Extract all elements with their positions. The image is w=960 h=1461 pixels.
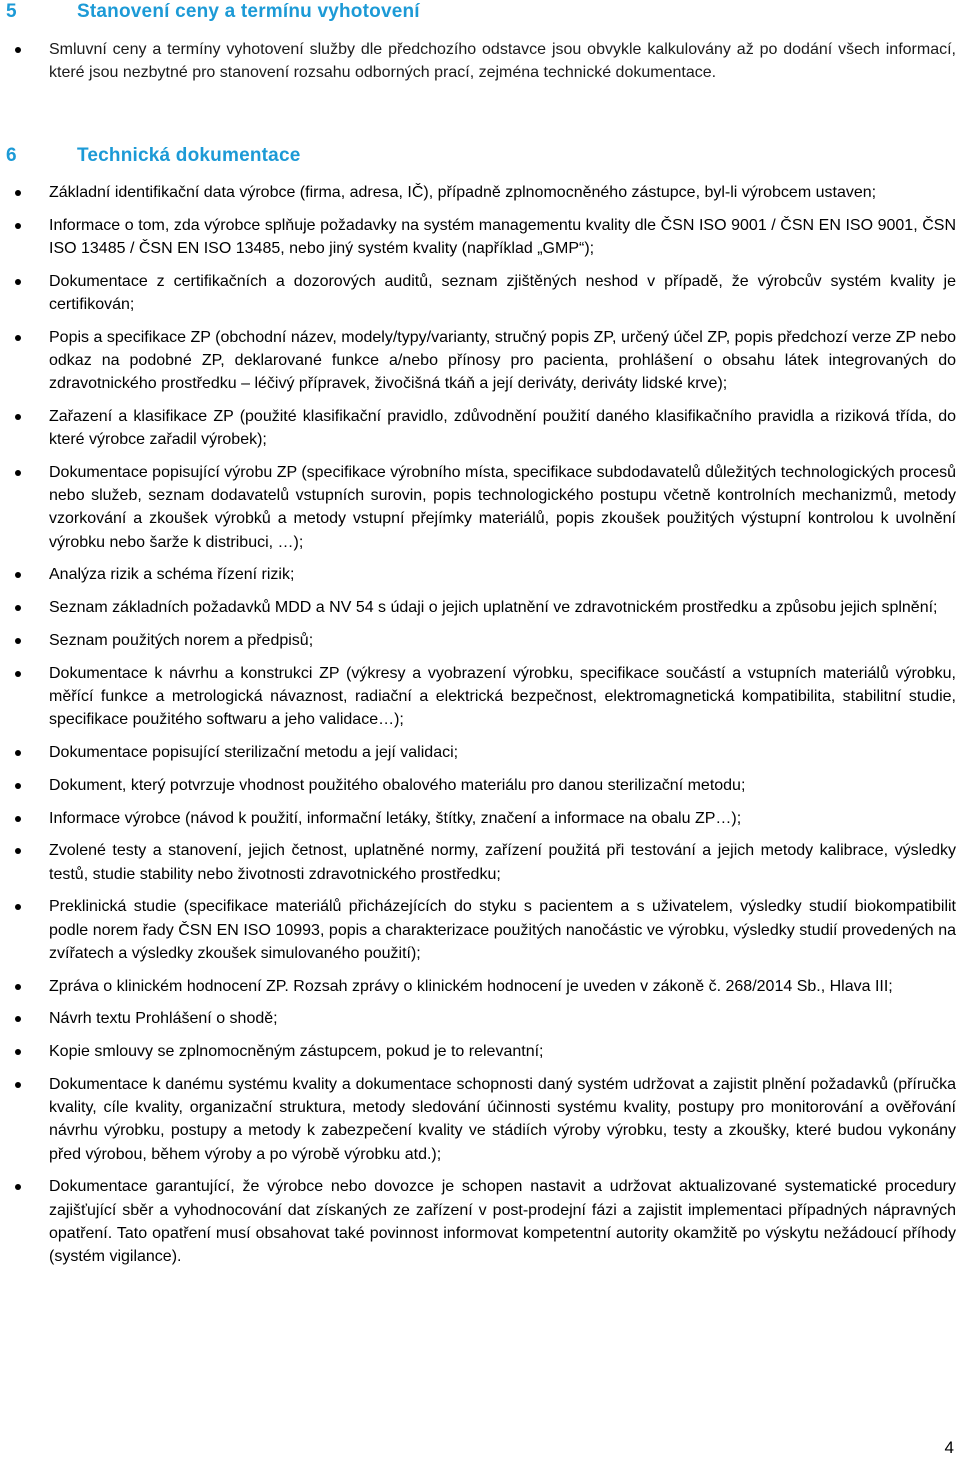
section-5-number: 5 xyxy=(6,1,17,22)
list-item-text: Informace o tom, zda výrobce splňuje požadavky na systém managementu kvality dle ČSN ISO 9001 / ČSN EN ISO 9001, ČSN ISO 13485 / ČSN EN ISO 13485, nebo jiný systém kvality (například „GMP“); xyxy=(49,216,956,257)
list-item-text: Dokument, který potvrzuje vhodnost použitého obalového materiálu pro danou sterilizační metodu; xyxy=(49,776,746,794)
list-item-text: Preklinická studie (specifikace materiálů přicházejících do styku s pacientem a s uživatelem, výsledky studií biokompatibilit podle norem řady ČSN EN ISO 10993, popis a charakterizace použitých nanočástic ve výrobku, výsledky studií provedených na zvířatech a výsledky zkoušek simulovaného použití); xyxy=(49,898,956,962)
list-item xyxy=(0,807,960,830)
list-item xyxy=(0,1040,960,1063)
bullet-icon xyxy=(15,1184,21,1190)
list-item xyxy=(0,596,960,619)
list-item-text: Dokumentace k danému systému kvality a dokumentace schopnosti daný systém udržovat a zajistit plnění požadavků (příručka kvality, cíle kvality, organizační struktura, metody sledování účinnosti systému kvality, postupy pro monitorování a ověřování návrhu výrobku, postupy a metody k zabezpečení kvality ve stádiích výroby výrobku, testy a zkoušky, které budou vykonány před výrobou, během výroby a po výrobě výrobku atd.); xyxy=(49,1075,956,1163)
bullet-icon xyxy=(15,1049,21,1055)
bullet-icon xyxy=(15,414,21,420)
section-6-title: Technická dokumentace xyxy=(77,145,301,166)
list-item xyxy=(0,975,960,998)
bullet-icon xyxy=(15,904,21,910)
list-item-text: Zvolené testy a stanovení, jejich četnost, uplatněné normy, zařízení použitá při testování a jejich metody kalibrace, výsledky testů, studie stability nebo životnosti zdravotnického prostředku; xyxy=(49,842,956,883)
list-item-text: Dokumentace k návrhu a konstrukci ZP (výkresy a vyobrazení výrobku, specifikace součástí a vstupních materiálů výrobku, měřící funkce a metrologická návaznost, radiační a elektrická bezpečnost, elektromagnetická kompatibilita, stabilitní studie, specifikace použitého softwaru a jeho validace…); xyxy=(49,664,956,729)
list-item-text: Dokumentace garantující, že výrobce nebo dovozce je schopen nastavit a udržovat aktualizované systematické procedury zajišťující sběr a vyhodnocování dat získaných ze zařízení v post-prodejní fázi a zajistit implementaci případných nápravných opatření. Tato opatření musí obsahovat také povinnost informovat kompetentní autority okamžitě po výskytu nežádoucí příhody (systém vigilance). xyxy=(49,1178,956,1265)
list-item xyxy=(0,629,960,652)
bullet-icon xyxy=(15,638,21,644)
list-item xyxy=(0,214,960,260)
bullet-icon xyxy=(15,605,21,611)
bullet-icon xyxy=(15,190,21,196)
list-item-text: Informace výrobce (návod k použití, informační letáky, štítky, značení a informace na obalu ZP…); xyxy=(49,809,742,827)
bullet-icon xyxy=(15,984,21,990)
list-item xyxy=(0,181,960,204)
bullet-icon xyxy=(15,470,21,476)
list-item xyxy=(0,563,960,586)
bullet-icon xyxy=(15,816,21,822)
list-item-text: Seznam použitých norem a předpisů; xyxy=(49,632,314,649)
list-item xyxy=(0,1073,960,1166)
list-item xyxy=(0,662,960,732)
list-item-text: Dokumentace popisující sterilizační metodu a její validaci; xyxy=(49,744,459,761)
bullet-icon xyxy=(15,279,21,285)
bullet-icon xyxy=(15,671,21,677)
list-item-text: Zařazení a klasifikace ZP (použité klasifikační pravidlo, zdůvodnění použití daného klasifikačního pravidla a riziková třída, do které výrobce zařadil výrobek); xyxy=(49,408,956,449)
list-item-text: Seznam základních požadavků MDD a NV 54 s údaji o jejich uplatnění ve zdravotnickém prostředku a způsobu jejich splnění; xyxy=(49,599,938,617)
list-item xyxy=(0,270,960,316)
list-item xyxy=(0,405,960,451)
bullet-icon xyxy=(15,1016,21,1022)
section-6-number: 6 xyxy=(6,145,17,166)
list-item-text: Základní identifikační data výrobce (firma, adresa, IČ), případně zplnomocněného zástupce, byl-li výrobcem ustaven; xyxy=(49,184,877,201)
list-item-text: Dokumentace popisující výrobu ZP (specifikace výrobního místa, specifikace subdodavatelů důležitých technologických procesů nebo služeb, seznam dodavatelů vstupních surovin, popis technologického postupu včetně kontrolních mechanizmů, metody vzorkování a zkoušek výrobků a metody vstupní přejímky materiálů, popis zkoušek použitých výstupní kontrolou k uvolnění výrobku nebo šarže k distribuci, …); xyxy=(49,464,956,551)
list-item xyxy=(0,461,960,554)
list-item xyxy=(0,1007,960,1030)
bullet-icon xyxy=(15,223,21,229)
list-item-text: Smluvní ceny a termíny vyhotovení služby dle předchozího odstavce jsou obvykle kalkulovány až po dodání všech informací, které jsou nezbytné pro stanovení rozsahu odborných prací, zejména technické dokumentace. xyxy=(49,41,956,82)
list-item xyxy=(0,839,960,885)
section-5-list xyxy=(0,38,960,84)
list-item xyxy=(0,1175,960,1268)
bullet-icon xyxy=(15,572,21,578)
list-item xyxy=(0,326,960,396)
list-item xyxy=(0,741,960,764)
section-5-heading xyxy=(6,1,420,23)
list-item-text: Zpráva o klinickém hodnocení ZP. Rozsah zprávy o klinickém hodnocení je uveden v zákoně č. 268/2014 Sb., Hlava III; xyxy=(49,977,893,995)
page-number: 4 xyxy=(944,1438,954,1457)
list-item xyxy=(0,895,960,965)
bullet-icon xyxy=(15,750,21,756)
bullet-icon xyxy=(15,335,21,341)
bullet-icon xyxy=(15,783,21,789)
bullet-icon xyxy=(15,848,21,854)
section-6-heading xyxy=(6,145,300,167)
section-6-list xyxy=(0,181,960,1278)
list-item-text: Popis a specifikace ZP (obchodní název, modely/typy/varianty, stručný popis ZP, určený účel ZP, popis předchozí verze ZP nebo odkaz na podobné ZP, deklarované funkce a/nebo přínosy pro pacienta, prohlášení o obsahu látek integrovaných do zdravotnického prostředku – léčivý přípravek, živočišná tkáň a její deriváty, deriváty lidské krve); xyxy=(49,328,956,393)
list-item-text: Analýza rizik a schéma řízení rizik; xyxy=(49,566,295,584)
list-item xyxy=(0,38,960,84)
list-item-text: Návrh textu Prohlášení o shodě; xyxy=(49,1010,278,1028)
list-item-text: Kopie smlouvy se zplnomocněným zástupcem, pokud je to relevantní; xyxy=(49,1043,544,1061)
section-5-title: Stanovení ceny a termínu vyhotovení xyxy=(77,1,420,22)
list-item xyxy=(0,774,960,797)
list-item-text: Dokumentace z certifikačních a dozorových auditů, seznam zjištěných neshod v případě, že výrobcův systém kvality je certifikován; xyxy=(49,272,956,313)
bullet-icon xyxy=(15,47,21,53)
bullet-icon xyxy=(15,1082,21,1088)
